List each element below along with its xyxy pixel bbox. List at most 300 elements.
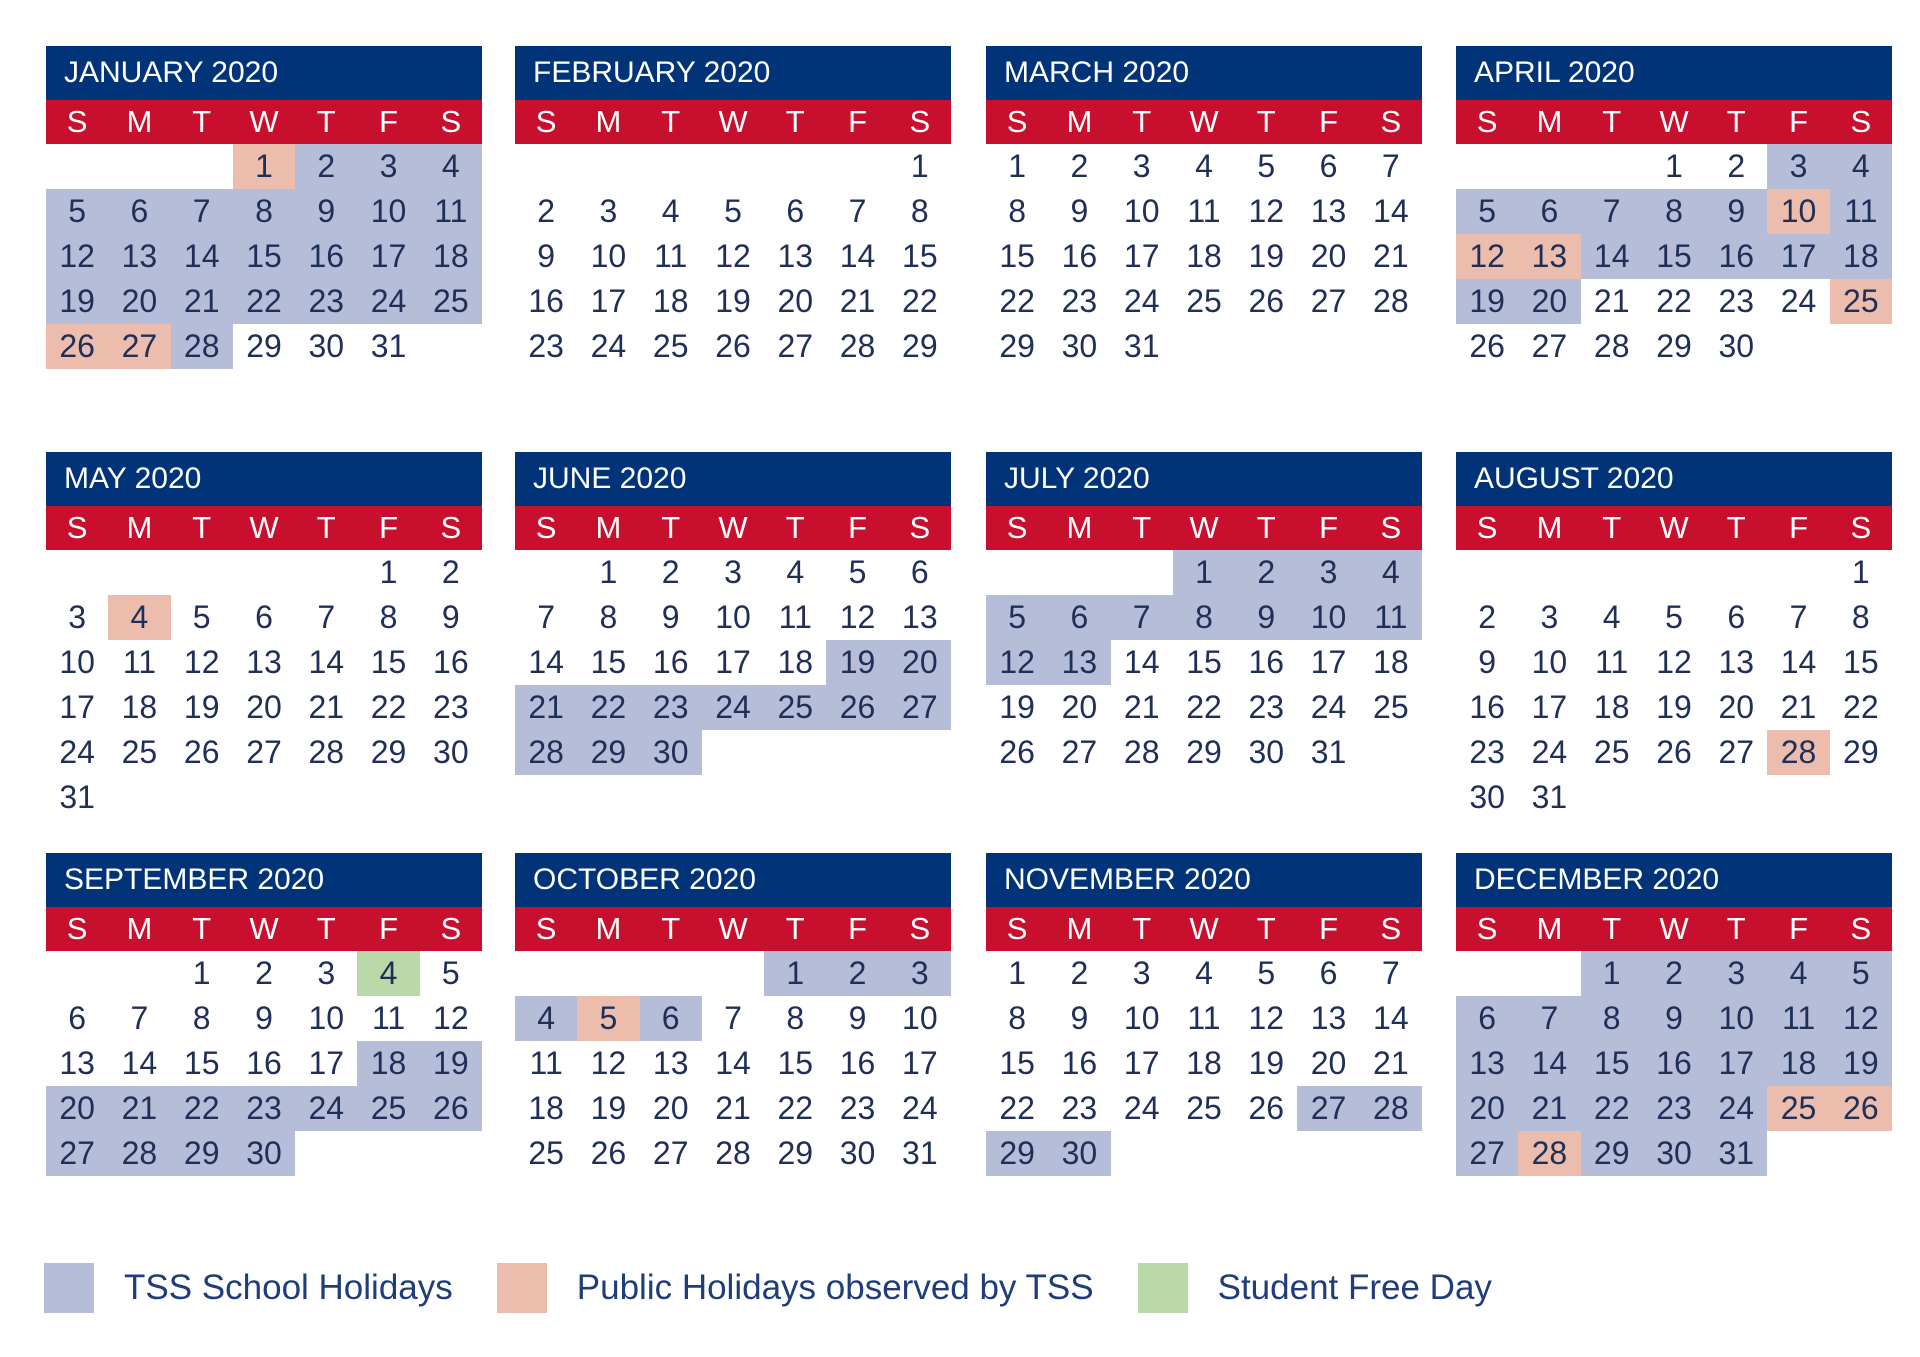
week-row	[46, 685, 482, 730]
day-cell: 9	[537, 238, 556, 274]
week-row	[515, 1041, 951, 1086]
empty-cell	[46, 144, 108, 189]
month-title: MAY 2020	[46, 452, 482, 506]
day-cell: 23	[1061, 283, 1098, 319]
empty-cell	[702, 951, 764, 996]
day-cell: 12	[839, 599, 876, 635]
weekday-label: W	[718, 911, 748, 946]
week-row	[1456, 730, 1892, 775]
day-cell: 12	[1248, 193, 1285, 229]
month-grid	[46, 144, 482, 369]
empty-cell	[1767, 550, 1829, 595]
weekday-label: W	[718, 510, 748, 545]
day-cell: 1	[1851, 554, 1870, 590]
day-cell: 16	[1061, 238, 1098, 274]
day-cell: 28	[308, 734, 345, 770]
week-row	[1456, 640, 1892, 685]
weekday-label: F	[848, 104, 868, 139]
day-cell: 20	[1310, 1045, 1347, 1081]
day-cell: 18	[1830, 234, 1892, 279]
day-cell: 27	[1061, 734, 1098, 770]
day-cell: 26	[590, 1135, 627, 1171]
day-cell: 6	[1456, 996, 1518, 1041]
day-cell: 18	[420, 234, 482, 279]
empty-cell	[233, 775, 295, 820]
weekday-label: F	[848, 510, 868, 545]
week-row	[986, 234, 1422, 279]
week-row	[986, 550, 1422, 595]
day-cell: 22	[233, 279, 295, 324]
empty-cell	[889, 730, 951, 775]
day-cell: 16	[1705, 234, 1767, 279]
weekday-label: S	[1850, 510, 1872, 545]
day-cell: 14	[121, 1045, 158, 1081]
day-cell: 20	[777, 283, 814, 319]
weekday-label: F	[379, 911, 399, 946]
day-cell: 8	[599, 599, 618, 635]
day-cell: 11	[371, 1000, 406, 1036]
month-title: AUGUST 2020	[1456, 452, 1892, 506]
month-title: FEBRUARY 2020	[515, 46, 951, 100]
empty-cell	[1173, 1131, 1235, 1176]
day-cell: 26	[183, 734, 220, 770]
day-cell: 6	[1319, 955, 1338, 991]
month-grid	[1456, 550, 1892, 820]
legend	[44, 1262, 1536, 1314]
day-cell: 18	[777, 644, 814, 680]
week-row	[46, 775, 482, 820]
day-cell: 14	[1518, 1041, 1580, 1086]
day-cell: 13	[1310, 193, 1347, 229]
week-row	[986, 685, 1422, 730]
day-cell: 27	[652, 1135, 689, 1171]
day-cell: 18	[528, 1090, 564, 1126]
day-cell: 1	[599, 554, 618, 590]
week-row	[515, 144, 951, 189]
weekday-header	[1456, 907, 1892, 951]
day-cell: 16	[433, 644, 469, 680]
weekday-label: M	[1066, 104, 1093, 139]
day-cell: 8	[1643, 189, 1705, 234]
day-cell: 31	[1310, 734, 1347, 770]
month-title: SEPTEMBER 2020	[46, 853, 482, 907]
week-row	[46, 324, 482, 369]
empty-cell	[108, 550, 170, 595]
day-cell: 24	[1705, 1086, 1767, 1131]
weekday-header	[1456, 100, 1892, 144]
day-cell: 25	[1830, 279, 1892, 324]
week-row	[515, 279, 951, 324]
weekday-label: S	[1476, 510, 1498, 545]
day-cell: 25	[121, 734, 158, 770]
weekday-label: M	[595, 104, 622, 139]
day-cell: 28	[108, 1131, 170, 1176]
day-cell: 31	[1123, 328, 1160, 364]
empty-cell	[515, 144, 577, 189]
empty-cell	[171, 550, 233, 595]
day-cell: 17	[1705, 1041, 1767, 1086]
week-row	[1456, 775, 1892, 820]
day-cell: 17	[902, 1045, 938, 1081]
empty-cell	[1767, 775, 1829, 820]
day-cell: 16	[246, 1045, 282, 1081]
week-row	[1456, 996, 1892, 1041]
month-title: JULY 2020	[986, 452, 1422, 506]
week-row	[46, 189, 482, 234]
day-cell: 18	[121, 689, 158, 725]
day-cell: 13	[1718, 644, 1755, 680]
day-cell: 1	[379, 554, 398, 590]
empty-cell	[1830, 324, 1892, 369]
day-cell: 15	[1843, 644, 1879, 680]
month-grid	[515, 144, 951, 369]
day-cell: 22	[999, 283, 1035, 319]
day-cell: 6	[108, 189, 170, 234]
week-row	[515, 1086, 951, 1131]
day-cell: 5	[1665, 599, 1683, 635]
week-row	[46, 279, 482, 324]
day-cell: 24	[1310, 689, 1347, 725]
day-cell: 7	[537, 599, 556, 635]
weekday-header	[515, 100, 951, 144]
day-cell: 12	[183, 644, 220, 680]
empty-cell	[171, 144, 233, 189]
weekday-label: S	[535, 911, 557, 946]
day-cell: 7	[1581, 189, 1643, 234]
day-cell: 23	[1643, 1086, 1705, 1131]
month-grid	[1456, 144, 1892, 369]
empty-cell	[1111, 550, 1173, 595]
month-grid	[986, 951, 1422, 1176]
empty-cell	[1360, 1131, 1422, 1176]
day-cell: 5	[986, 595, 1048, 640]
day-cell: 7	[1518, 996, 1580, 1041]
day-cell: 8	[192, 1000, 211, 1036]
day-cell: 23	[528, 328, 564, 364]
day-cell: 14	[1581, 234, 1643, 279]
empty-cell	[577, 951, 639, 996]
day-cell: 19	[999, 689, 1035, 725]
day-cell: 6	[786, 193, 805, 229]
day-cell: 23	[640, 685, 702, 730]
day-cell: 14	[1373, 1000, 1409, 1036]
day-cell: 20	[1061, 689, 1098, 725]
day-cell: 7	[1111, 595, 1173, 640]
weekday-label: F	[1319, 104, 1339, 139]
day-cell: 19	[46, 279, 108, 324]
day-cell: 8	[1008, 1000, 1027, 1036]
day-cell: 20	[108, 279, 170, 324]
day-cell: 19	[1248, 238, 1285, 274]
day-cell: 17	[59, 689, 95, 725]
weekday-label: T	[192, 911, 212, 946]
month-grid	[986, 144, 1422, 369]
weekday-label: F	[1319, 510, 1339, 545]
month-title: JUNE 2020	[515, 452, 951, 506]
empty-cell	[46, 550, 108, 595]
week-row	[46, 550, 482, 595]
day-cell: 9	[1478, 644, 1497, 680]
day-cell: 15	[1581, 1041, 1643, 1086]
day-cell: 17	[1123, 238, 1160, 274]
day-cell: 17	[1310, 644, 1347, 680]
month-july	[986, 452, 1422, 775]
day-cell: 8	[786, 1000, 805, 1036]
weekday-label: W	[1659, 510, 1689, 545]
day-cell: 13	[777, 238, 814, 274]
day-cell: 29	[902, 328, 938, 364]
month-march	[986, 46, 1422, 369]
weekday-label: S	[66, 104, 88, 139]
day-cell: 30	[1469, 779, 1505, 815]
day-cell: 19	[826, 640, 888, 685]
legend-label: TSS School Holidays	[124, 1268, 453, 1307]
day-cell: 13	[652, 1045, 689, 1081]
day-cell: 5	[1257, 148, 1276, 184]
day-cell: 29	[1843, 734, 1879, 770]
legend-item-school	[44, 1263, 453, 1313]
weekday-label: W	[718, 104, 748, 139]
weekday-label: M	[126, 104, 153, 139]
month-grid	[46, 951, 482, 1176]
day-cell: 21	[715, 1090, 751, 1126]
weekday-label: W	[249, 911, 279, 946]
day-cell: 2	[1478, 599, 1497, 635]
day-cell: 5	[1456, 189, 1518, 234]
weekday-label: T	[1132, 510, 1152, 545]
weekday-label: S	[1850, 104, 1872, 139]
weekday-label: S	[1380, 911, 1402, 946]
weekday-label: T	[1256, 104, 1276, 139]
day-cell: 2	[1235, 550, 1297, 595]
day-cell: 25	[1593, 734, 1630, 770]
day-cell: 30	[233, 1131, 295, 1176]
day-cell: 29	[1656, 328, 1692, 364]
empty-cell	[1518, 144, 1580, 189]
week-row	[986, 640, 1422, 685]
weekday-label: S	[1006, 911, 1028, 946]
week-row	[1456, 1086, 1892, 1131]
week-row	[1456, 550, 1892, 595]
day-cell: 12	[1248, 1000, 1285, 1036]
day-cell: 9	[661, 599, 680, 635]
empty-cell	[1767, 1131, 1829, 1176]
weekday-label: S	[1006, 104, 1028, 139]
legend-item-free	[1138, 1263, 1492, 1313]
weekday-label: T	[1256, 510, 1276, 545]
day-cell: 20	[652, 1090, 689, 1126]
weekday-label: S	[1850, 911, 1872, 946]
day-cell: 14	[528, 644, 564, 680]
day-cell: 16	[528, 283, 564, 319]
week-row	[515, 324, 951, 369]
empty-cell	[764, 144, 826, 189]
day-cell: 6	[910, 554, 929, 590]
week-row	[515, 640, 951, 685]
day-cell: 21	[108, 1086, 170, 1131]
weekday-label: S	[440, 104, 462, 139]
day-cell: 23	[295, 279, 357, 324]
day-cell: 13	[1518, 234, 1580, 279]
day-cell: 4	[1195, 955, 1213, 991]
weekday-label: S	[1476, 911, 1498, 946]
day-cell: 30	[1061, 328, 1098, 364]
weekday-header	[986, 100, 1422, 144]
week-row	[1456, 685, 1892, 730]
day-cell: 25	[528, 1135, 564, 1171]
day-cell: 13	[59, 1045, 95, 1081]
empty-cell	[515, 550, 577, 595]
day-cell: 18	[652, 283, 689, 319]
day-cell: 10	[1767, 189, 1829, 234]
day-cell: 18	[1186, 1045, 1222, 1081]
day-cell: 5	[1830, 951, 1892, 996]
day-cell: 8	[1008, 193, 1027, 229]
day-cell: 2	[1070, 148, 1089, 184]
day-cell: 14	[1123, 644, 1160, 680]
day-cell: 26	[826, 685, 888, 730]
day-cell: 11	[1187, 1000, 1221, 1036]
day-cell: 24	[357, 279, 419, 324]
day-cell: 2	[661, 554, 680, 590]
day-cell: 30	[308, 328, 345, 364]
day-cell: 11	[1360, 595, 1422, 640]
day-cell: 3	[68, 599, 87, 635]
week-row	[46, 595, 482, 640]
day-cell: 8	[1851, 599, 1870, 635]
day-cell: 11	[1830, 189, 1892, 234]
day-cell: 7	[724, 1000, 742, 1036]
week-row	[986, 279, 1422, 324]
month-november	[986, 853, 1422, 1176]
day-cell: 8	[910, 193, 929, 229]
day-cell: 6	[640, 996, 702, 1041]
day-cell: 2	[826, 951, 888, 996]
month-grid	[986, 550, 1422, 775]
day-cell: 2	[255, 955, 273, 991]
day-cell: 20	[1518, 279, 1580, 324]
weekday-label: W	[249, 104, 279, 139]
day-cell: 2	[537, 193, 556, 229]
day-cell: 29	[1581, 1131, 1643, 1176]
day-cell: 18	[357, 1041, 419, 1086]
legend-swatch	[497, 1263, 547, 1313]
day-cell: 30	[640, 730, 702, 775]
day-cell: 5	[441, 955, 460, 991]
empty-cell	[1235, 324, 1297, 369]
day-cell: 10	[357, 189, 419, 234]
weekday-header	[986, 907, 1422, 951]
weekday-label: S	[909, 104, 931, 139]
day-cell: 3	[724, 554, 742, 590]
weekday-label: T	[192, 510, 212, 545]
day-cell: 24	[295, 1086, 357, 1131]
day-cell: 14	[839, 238, 876, 274]
day-cell: 22	[370, 689, 407, 725]
legend-swatch	[44, 1263, 94, 1313]
day-cell: 26	[1656, 734, 1692, 770]
day-cell: 25	[1373, 689, 1409, 725]
day-cell: 21	[308, 689, 345, 725]
weekday-label: T	[1132, 104, 1152, 139]
day-cell: 15	[999, 238, 1035, 274]
weekday-label: W	[1659, 911, 1689, 946]
weekday-label: S	[66, 510, 88, 545]
day-cell: 19	[1656, 689, 1692, 725]
day-cell: 14	[1780, 644, 1817, 680]
weekday-label: W	[1189, 510, 1219, 545]
weekday-label: T	[192, 104, 212, 139]
day-cell: 24	[702, 685, 764, 730]
weekday-label: S	[909, 510, 931, 545]
day-cell: 24	[1123, 1090, 1160, 1126]
day-cell: 30	[1048, 1131, 1110, 1176]
day-cell: 1	[233, 144, 295, 189]
day-cell: 8	[1173, 595, 1235, 640]
weekday-header	[46, 100, 482, 144]
day-cell: 21	[1373, 1045, 1409, 1081]
week-row	[986, 1086, 1422, 1131]
week-row	[1456, 324, 1892, 369]
empty-cell	[1456, 550, 1518, 595]
weekday-label: M	[1536, 510, 1563, 545]
empty-cell	[1767, 324, 1829, 369]
day-cell: 11	[122, 644, 157, 680]
week-row	[986, 324, 1422, 369]
day-cell: 2	[1727, 148, 1746, 184]
legend-label: Public Holidays observed by TSS	[576, 1268, 1094, 1307]
week-row	[46, 234, 482, 279]
empty-cell	[515, 951, 577, 996]
weekday-label: T	[1726, 104, 1746, 139]
day-cell: 29	[246, 328, 282, 364]
day-cell: 1	[192, 955, 211, 991]
day-cell: 21	[1780, 689, 1817, 725]
weekday-header	[1456, 506, 1892, 550]
weekday-label: W	[1659, 104, 1689, 139]
month-january	[46, 46, 482, 369]
week-row	[986, 730, 1422, 775]
day-cell: 17	[715, 644, 751, 680]
empty-cell	[826, 144, 888, 189]
empty-cell	[1705, 775, 1767, 820]
day-cell: 10	[590, 238, 627, 274]
day-cell: 5	[192, 599, 211, 635]
day-cell: 19	[1830, 1041, 1892, 1086]
day-cell: 6	[255, 599, 273, 635]
weekday-header	[515, 907, 951, 951]
day-cell: 10	[1123, 193, 1160, 229]
weekday-label: M	[126, 510, 153, 545]
weekday-header	[46, 506, 482, 550]
day-cell: 11	[1595, 644, 1629, 680]
day-cell: 12	[1456, 234, 1518, 279]
month-june	[515, 452, 951, 775]
empty-cell	[1518, 951, 1580, 996]
day-cell: 19	[183, 689, 220, 725]
weekday-label: F	[1319, 911, 1339, 946]
day-cell: 30	[1718, 328, 1755, 364]
day-cell: 1	[1008, 148, 1027, 184]
day-cell: 22	[577, 685, 639, 730]
day-cell: 27	[1456, 1131, 1518, 1176]
day-cell: 5	[1257, 955, 1276, 991]
day-cell: 24	[590, 328, 627, 364]
day-cell: 28	[1360, 1086, 1422, 1131]
empty-cell	[1456, 951, 1518, 996]
week-row	[1456, 1131, 1892, 1176]
empty-cell	[295, 550, 357, 595]
